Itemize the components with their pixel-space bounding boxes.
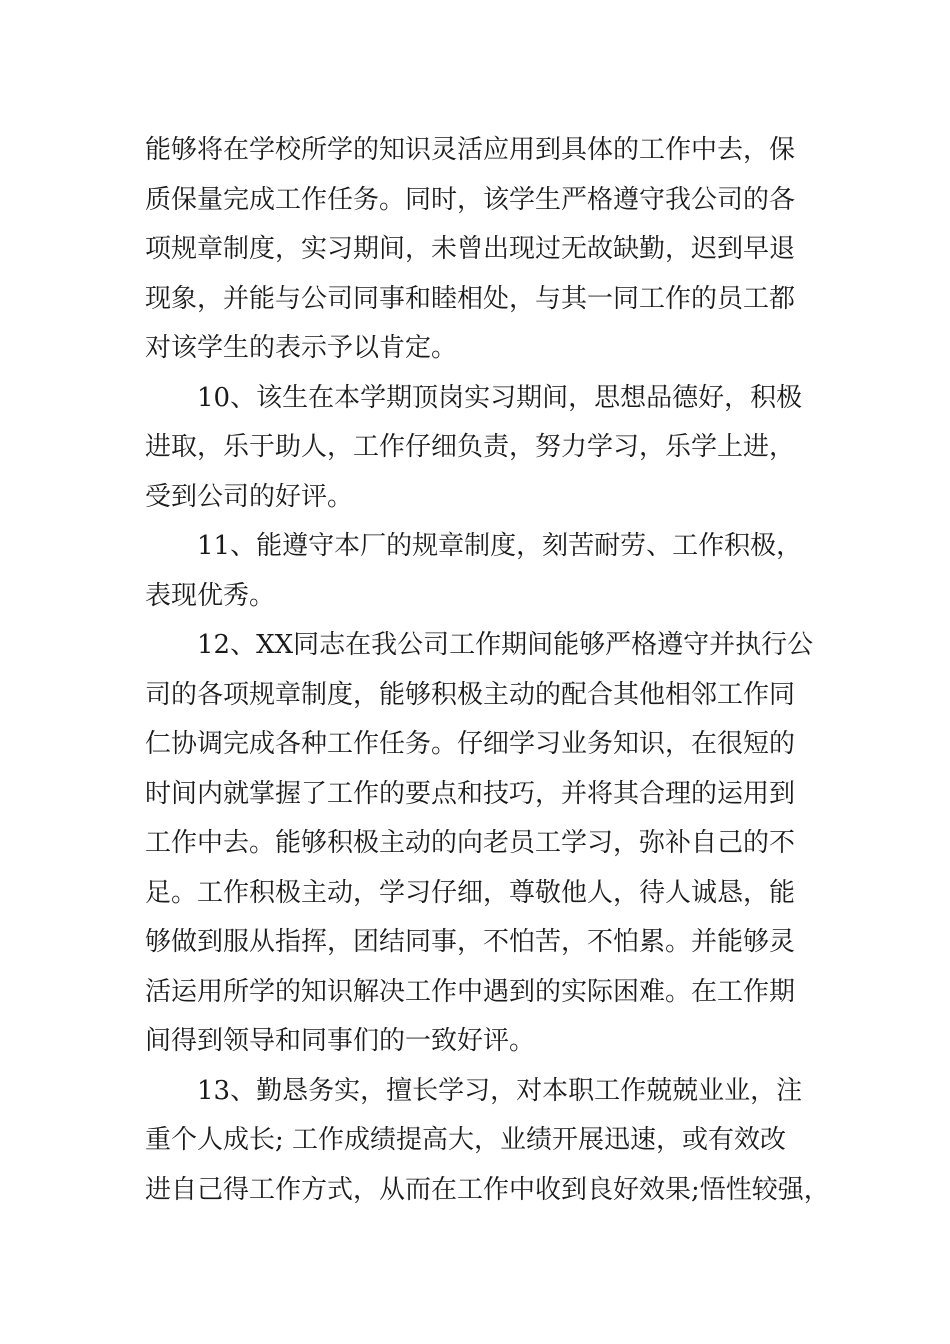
- text-line: 表现优秀。: [145, 580, 276, 611]
- text-line: 现象，并能与公司同事和睦相处，与其一同工作的员工都: [145, 283, 796, 314]
- text-line: 仁协调完成各种工作任务。仔细学习业务知识，在很短的: [145, 729, 796, 759]
- text-line: 对该学生的表示予以肯定。: [145, 333, 458, 363]
- text-line: 质保量完成工作任务。同时，该学生严格遵守我公司的各: [145, 184, 796, 215]
- text-line: 项规章制度，实习期间，未曾出现过无故缺勤，迟到早退: [145, 234, 796, 264]
- text-line: 活运用所学的知识解决工作中遇到的实际困难。在工作期: [145, 976, 796, 1007]
- paragraph-start-12: 12、XX同志在我公司工作期间能够严格遵守并执行公: [197, 630, 814, 660]
- paragraph-start-10: 10、该生在本学期顶岗实习期间，思想品德好，积极: [197, 382, 803, 413]
- text-line: 受到公司的好评。: [145, 481, 354, 512]
- text-line: 工作中去。能够积极主动的向老员工学习，弥补自己的不: [145, 828, 796, 858]
- paragraph-start-13: 13、勤恳务实，擅长学习，对本职工作兢兢业业，注: [197, 1075, 803, 1106]
- text-line: 进自己得工作方式，从而在工作中收到良好效果;悟性较强，: [145, 1174, 830, 1205]
- text-line: 间得到领导和同事们的一致好评。: [145, 1026, 536, 1056]
- text-line: 能够将在学校所学的知识灵活应用到具体的工作中去，保: [145, 135, 796, 165]
- text-line: 时间内就掌握了工作的要点和技巧，并将其合理的运用到: [145, 778, 796, 809]
- text-line: 够做到服从指挥，团结同事，不怕苦，不怕累。并能够灵: [145, 927, 796, 957]
- text-line: 司的各项规章制度，能够积极主动的配合其他相邻工作同: [145, 679, 796, 710]
- paragraph-start-11: 11、能遵守本厂的规章制度，刻苦耐劳、工作积极，: [197, 531, 803, 561]
- text-line: 进取，乐于助人，工作仔细负责，努力学习，乐学上进，: [145, 432, 796, 462]
- text-line: 足。工作积极主动，学习仔细，尊敬他人，待人诚恳，能: [145, 877, 796, 908]
- document-body: [145, 126, 830, 1215]
- text-line: 重个人成长; 工作成绩提高大，业绩开展迅速，或有效改: [145, 1125, 787, 1155]
